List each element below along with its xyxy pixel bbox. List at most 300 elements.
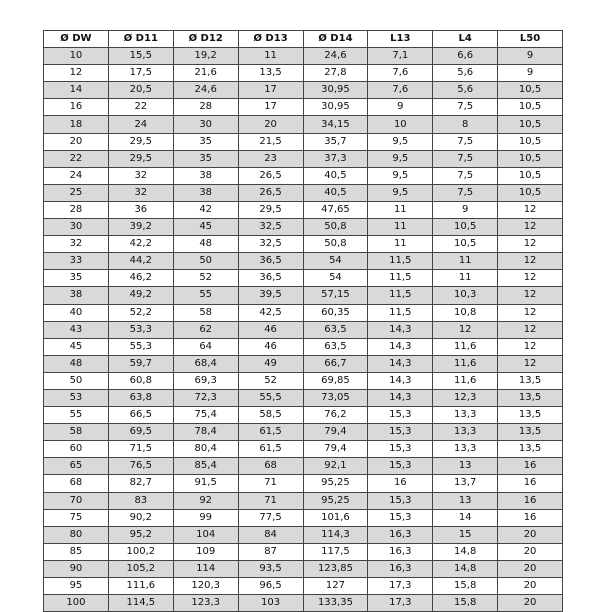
table-cell: 13,5 bbox=[498, 372, 563, 389]
table-cell: 12,3 bbox=[433, 389, 498, 406]
table-cell: 13,5 bbox=[238, 65, 303, 82]
table-row bbox=[44, 287, 563, 304]
table-row bbox=[44, 201, 563, 218]
table-cell: 85,4 bbox=[173, 458, 238, 475]
table-cell: 11 bbox=[368, 201, 433, 218]
table-cell: 5,6 bbox=[433, 82, 498, 99]
table-cell: 54 bbox=[303, 253, 368, 270]
table-cell: 79,4 bbox=[303, 424, 368, 441]
table-cell: 13,5 bbox=[498, 441, 563, 458]
table-cell: 68,4 bbox=[173, 355, 238, 372]
table-row bbox=[44, 441, 563, 458]
table-cell: 35 bbox=[173, 133, 238, 150]
table-cell: 10,5 bbox=[498, 184, 563, 201]
table-cell: 38 bbox=[173, 167, 238, 184]
table-cell: 39,5 bbox=[238, 287, 303, 304]
table-cell: 72,3 bbox=[173, 389, 238, 406]
table-cell: 11 bbox=[238, 48, 303, 65]
table-cell: 60 bbox=[44, 441, 109, 458]
table-cell: 109 bbox=[173, 543, 238, 560]
table-cell: 10,5 bbox=[498, 99, 563, 116]
table-cell: 100,2 bbox=[108, 543, 173, 560]
table-cell: 61,5 bbox=[238, 441, 303, 458]
table-cell: 52,2 bbox=[108, 304, 173, 321]
table-cell: 12 bbox=[44, 65, 109, 82]
table-cell: 71,5 bbox=[108, 441, 173, 458]
table-cell: 13,5 bbox=[498, 407, 563, 424]
table-cell: 10 bbox=[44, 48, 109, 65]
table-cell: 32 bbox=[108, 184, 173, 201]
table-cell: 15,3 bbox=[368, 407, 433, 424]
table-cell: 24 bbox=[108, 116, 173, 133]
table-cell: 55 bbox=[173, 287, 238, 304]
table-cell: 10,5 bbox=[433, 236, 498, 253]
table-cell: 17,5 bbox=[108, 65, 173, 82]
table-cell: 12 bbox=[498, 201, 563, 218]
table-cell: 28 bbox=[173, 99, 238, 116]
table-row bbox=[44, 560, 563, 577]
table-cell: 61,5 bbox=[238, 424, 303, 441]
table-cell: 35 bbox=[173, 150, 238, 167]
table-row bbox=[44, 475, 563, 492]
table-cell: 101,6 bbox=[303, 509, 368, 526]
table-cell: 11,5 bbox=[368, 304, 433, 321]
table-cell: 32 bbox=[44, 236, 109, 253]
table-cell: 13,5 bbox=[498, 389, 563, 406]
table-cell: 12 bbox=[433, 321, 498, 338]
table-cell: 32,5 bbox=[238, 236, 303, 253]
table-cell: 16 bbox=[498, 492, 563, 509]
table-cell: 14,8 bbox=[433, 560, 498, 577]
table-cell: 66,5 bbox=[108, 407, 173, 424]
table-row bbox=[44, 526, 563, 543]
table-cell: 30 bbox=[173, 116, 238, 133]
table-cell: 69,3 bbox=[173, 372, 238, 389]
table-cell: 17 bbox=[238, 82, 303, 99]
table-cell: 42 bbox=[173, 201, 238, 218]
table-cell: 91,5 bbox=[173, 475, 238, 492]
table-row bbox=[44, 99, 563, 116]
table-cell: 15,8 bbox=[433, 595, 498, 612]
table-cell: 9 bbox=[498, 65, 563, 82]
table-cell: 80,4 bbox=[173, 441, 238, 458]
table-cell: 79,4 bbox=[303, 441, 368, 458]
table-cell: 70 bbox=[44, 492, 109, 509]
table-cell: 55 bbox=[44, 407, 109, 424]
table-cell: 12 bbox=[498, 321, 563, 338]
table-cell: 25 bbox=[44, 184, 109, 201]
column-header-d12: Ø D12 bbox=[173, 31, 238, 48]
table-cell: 17 bbox=[238, 99, 303, 116]
table-cell: 76,2 bbox=[303, 407, 368, 424]
column-header-d11: Ø D11 bbox=[108, 31, 173, 48]
table-cell: 20 bbox=[498, 578, 563, 595]
table-cell: 95 bbox=[44, 578, 109, 595]
table-row bbox=[44, 595, 563, 612]
table-cell: 12 bbox=[498, 236, 563, 253]
table-cell: 7,5 bbox=[433, 184, 498, 201]
table-row bbox=[44, 424, 563, 441]
table-cell: 58,5 bbox=[238, 407, 303, 424]
table-cell: 77,5 bbox=[238, 509, 303, 526]
table-cell: 20 bbox=[498, 560, 563, 577]
table-cell: 36,5 bbox=[238, 270, 303, 287]
table-cell: 62 bbox=[173, 321, 238, 338]
table-cell: 114,5 bbox=[108, 595, 173, 612]
table-cell: 7,1 bbox=[368, 48, 433, 65]
table-row bbox=[44, 270, 563, 287]
table-cell: 117,5 bbox=[303, 543, 368, 560]
table-cell: 10,8 bbox=[433, 304, 498, 321]
table-cell: 58 bbox=[44, 424, 109, 441]
column-header-dw: Ø DW bbox=[44, 31, 109, 48]
table-cell: 84 bbox=[238, 526, 303, 543]
table-cell: 9,5 bbox=[368, 150, 433, 167]
table-cell: 17,3 bbox=[368, 595, 433, 612]
table-cell: 83 bbox=[108, 492, 173, 509]
table-cell: 120,3 bbox=[173, 578, 238, 595]
table-cell: 9 bbox=[368, 99, 433, 116]
table-cell: 133,35 bbox=[303, 595, 368, 612]
table-cell: 13,7 bbox=[433, 475, 498, 492]
table-cell: 68 bbox=[238, 458, 303, 475]
table-cell: 100 bbox=[44, 595, 109, 612]
table-cell: 50,8 bbox=[303, 236, 368, 253]
table-cell: 16 bbox=[498, 475, 563, 492]
table-cell: 63,8 bbox=[108, 389, 173, 406]
table-cell: 42,2 bbox=[108, 236, 173, 253]
table-cell: 40,5 bbox=[303, 167, 368, 184]
table-cell: 40 bbox=[44, 304, 109, 321]
table-cell: 104 bbox=[173, 526, 238, 543]
table-cell: 9,5 bbox=[368, 133, 433, 150]
table-cell: 111,6 bbox=[108, 578, 173, 595]
table-cell: 96,5 bbox=[238, 578, 303, 595]
table-cell: 12 bbox=[498, 355, 563, 372]
table-cell: 20 bbox=[498, 595, 563, 612]
table-cell: 11,6 bbox=[433, 355, 498, 372]
table-cell: 24,6 bbox=[173, 82, 238, 99]
table-cell: 12 bbox=[498, 304, 563, 321]
table-cell: 10,5 bbox=[498, 82, 563, 99]
table-cell: 12 bbox=[498, 253, 563, 270]
table-cell: 46 bbox=[238, 321, 303, 338]
table-cell: 9,5 bbox=[368, 167, 433, 184]
table-row bbox=[44, 458, 563, 475]
table-cell: 53,3 bbox=[108, 321, 173, 338]
table-cell: 38 bbox=[173, 184, 238, 201]
table-cell: 11,5 bbox=[368, 270, 433, 287]
table-cell: 65 bbox=[44, 458, 109, 475]
table-cell: 71 bbox=[238, 492, 303, 509]
table-cell: 59,7 bbox=[108, 355, 173, 372]
table-cell: 14 bbox=[44, 82, 109, 99]
table-row bbox=[44, 65, 563, 82]
table-row bbox=[44, 167, 563, 184]
table-cell: 33 bbox=[44, 253, 109, 270]
table-cell: 38 bbox=[44, 287, 109, 304]
table-cell: 36 bbox=[108, 201, 173, 218]
table-cell: 7,5 bbox=[433, 167, 498, 184]
table-cell: 24,6 bbox=[303, 48, 368, 65]
table-cell: 29,5 bbox=[108, 150, 173, 167]
table-cell: 12 bbox=[498, 338, 563, 355]
table-cell: 63,5 bbox=[303, 321, 368, 338]
table-cell: 6,6 bbox=[433, 48, 498, 65]
table-cell: 48 bbox=[173, 236, 238, 253]
table-cell: 55,5 bbox=[238, 389, 303, 406]
table-cell: 10,3 bbox=[433, 287, 498, 304]
table-cell: 13,5 bbox=[498, 424, 563, 441]
table-cell: 16,3 bbox=[368, 526, 433, 543]
table-cell: 18 bbox=[44, 116, 109, 133]
table-row bbox=[44, 492, 563, 509]
table-cell: 76,5 bbox=[108, 458, 173, 475]
table-cell: 50,8 bbox=[303, 219, 368, 236]
table-cell: 54 bbox=[303, 270, 368, 287]
table-cell: 11 bbox=[368, 219, 433, 236]
table-cell: 69,5 bbox=[108, 424, 173, 441]
table-cell: 11 bbox=[433, 253, 498, 270]
table-cell: 35,7 bbox=[303, 133, 368, 150]
table-cell: 39,2 bbox=[108, 219, 173, 236]
table-cell: 14,8 bbox=[433, 543, 498, 560]
table-cell: 14,3 bbox=[368, 355, 433, 372]
table-row bbox=[44, 184, 563, 201]
table-cell: 52 bbox=[173, 270, 238, 287]
table-row bbox=[44, 116, 563, 133]
table-cell: 15 bbox=[433, 526, 498, 543]
table-cell: 7,5 bbox=[433, 99, 498, 116]
column-header-l13: L13 bbox=[368, 31, 433, 48]
table-cell: 14 bbox=[433, 509, 498, 526]
table-cell: 20,5 bbox=[108, 82, 173, 99]
table-cell: 85 bbox=[44, 543, 109, 560]
table-cell: 95,2 bbox=[108, 526, 173, 543]
table-cell: 123,3 bbox=[173, 595, 238, 612]
table-row bbox=[44, 219, 563, 236]
table-cell: 15,3 bbox=[368, 424, 433, 441]
table-cell: 24 bbox=[44, 167, 109, 184]
table-cell: 37,3 bbox=[303, 150, 368, 167]
table-cell: 27,8 bbox=[303, 65, 368, 82]
table-cell: 15,3 bbox=[368, 458, 433, 475]
table-cell: 45 bbox=[173, 219, 238, 236]
dimension-table bbox=[43, 30, 563, 612]
table-cell: 48 bbox=[44, 355, 109, 372]
table-cell: 12 bbox=[498, 270, 563, 287]
table-cell: 20 bbox=[238, 116, 303, 133]
table-cell: 7,6 bbox=[368, 65, 433, 82]
table-cell: 15,3 bbox=[368, 441, 433, 458]
table-cell: 47,65 bbox=[303, 201, 368, 218]
table-cell: 13,3 bbox=[433, 441, 498, 458]
table-row bbox=[44, 236, 563, 253]
column-header-l4: L4 bbox=[433, 31, 498, 48]
table-row bbox=[44, 543, 563, 560]
table-cell: 78,4 bbox=[173, 424, 238, 441]
table-cell: 42,5 bbox=[238, 304, 303, 321]
table-cell: 21,5 bbox=[238, 133, 303, 150]
table-cell: 75,4 bbox=[173, 407, 238, 424]
table-cell: 7,5 bbox=[433, 150, 498, 167]
table-cell: 69,85 bbox=[303, 372, 368, 389]
table-row bbox=[44, 321, 563, 338]
table-row bbox=[44, 133, 563, 150]
table-cell: 15,3 bbox=[368, 492, 433, 509]
table-cell: 66,7 bbox=[303, 355, 368, 372]
table-row bbox=[44, 48, 563, 65]
table-cell: 22 bbox=[108, 99, 173, 116]
table-cell: 95,25 bbox=[303, 475, 368, 492]
table-cell: 11,5 bbox=[368, 287, 433, 304]
table-row bbox=[44, 578, 563, 595]
table-row bbox=[44, 355, 563, 372]
table-cell: 10,5 bbox=[433, 219, 498, 236]
table-cell: 90 bbox=[44, 560, 109, 577]
table-row bbox=[44, 509, 563, 526]
table-cell: 50 bbox=[173, 253, 238, 270]
table-cell: 16 bbox=[498, 458, 563, 475]
table-cell: 29,5 bbox=[238, 201, 303, 218]
table-cell: 29,5 bbox=[108, 133, 173, 150]
table-cell: 11,5 bbox=[368, 253, 433, 270]
table-cell: 19,2 bbox=[173, 48, 238, 65]
table-row bbox=[44, 304, 563, 321]
table-cell: 13 bbox=[433, 458, 498, 475]
table-cell: 30 bbox=[44, 219, 109, 236]
table-cell: 71 bbox=[238, 475, 303, 492]
table-cell: 50 bbox=[44, 372, 109, 389]
table-cell: 13,3 bbox=[433, 407, 498, 424]
table-cell: 11,6 bbox=[433, 372, 498, 389]
table-cell: 26,5 bbox=[238, 167, 303, 184]
table-row bbox=[44, 372, 563, 389]
table-cell: 9 bbox=[433, 201, 498, 218]
table-cell: 53 bbox=[44, 389, 109, 406]
table-cell: 35 bbox=[44, 270, 109, 287]
table-cell: 73,05 bbox=[303, 389, 368, 406]
table-cell: 127 bbox=[303, 578, 368, 595]
table-cell: 14,3 bbox=[368, 321, 433, 338]
table-cell: 8 bbox=[433, 116, 498, 133]
table-cell: 7,5 bbox=[433, 133, 498, 150]
table-body bbox=[44, 48, 563, 612]
table-cell: 15,5 bbox=[108, 48, 173, 65]
table-row bbox=[44, 82, 563, 99]
table-cell: 114 bbox=[173, 560, 238, 577]
table-cell: 26,5 bbox=[238, 184, 303, 201]
table-cell: 32 bbox=[108, 167, 173, 184]
table-row bbox=[44, 338, 563, 355]
table-cell: 43 bbox=[44, 321, 109, 338]
table-cell: 95,25 bbox=[303, 492, 368, 509]
table-cell: 9,5 bbox=[368, 184, 433, 201]
table-cell: 12 bbox=[498, 219, 563, 236]
table-cell: 11 bbox=[433, 270, 498, 287]
table-cell: 30,95 bbox=[303, 99, 368, 116]
column-header-l50: L50 bbox=[498, 31, 563, 48]
table-cell: 15,3 bbox=[368, 509, 433, 526]
table-cell: 57,15 bbox=[303, 287, 368, 304]
table-cell: 60,8 bbox=[108, 372, 173, 389]
table-cell: 10,5 bbox=[498, 150, 563, 167]
table-cell: 123,85 bbox=[303, 560, 368, 577]
table-cell: 46,2 bbox=[108, 270, 173, 287]
table-cell: 11,6 bbox=[433, 338, 498, 355]
table-cell: 34,15 bbox=[303, 116, 368, 133]
table-cell: 68 bbox=[44, 475, 109, 492]
table-cell: 10,5 bbox=[498, 133, 563, 150]
table-cell: 60,35 bbox=[303, 304, 368, 321]
column-header-d14: Ø D14 bbox=[303, 31, 368, 48]
table-cell: 40,5 bbox=[303, 184, 368, 201]
table-cell: 93,5 bbox=[238, 560, 303, 577]
table-cell: 13 bbox=[433, 492, 498, 509]
table-cell: 32,5 bbox=[238, 219, 303, 236]
table-cell: 64 bbox=[173, 338, 238, 355]
table-cell: 14,3 bbox=[368, 372, 433, 389]
table-cell: 10,5 bbox=[498, 116, 563, 133]
table-cell: 80 bbox=[44, 526, 109, 543]
table-cell: 7,6 bbox=[368, 82, 433, 99]
table-cell: 16,3 bbox=[368, 543, 433, 560]
table-cell: 87 bbox=[238, 543, 303, 560]
table-cell: 103 bbox=[238, 595, 303, 612]
column-header-d13: Ø D13 bbox=[238, 31, 303, 48]
table-cell: 114,3 bbox=[303, 526, 368, 543]
table-cell: 82,7 bbox=[108, 475, 173, 492]
table-row bbox=[44, 253, 563, 270]
table-cell: 16 bbox=[368, 475, 433, 492]
table-cell: 20 bbox=[44, 133, 109, 150]
table-cell: 14,3 bbox=[368, 338, 433, 355]
table-cell: 14,3 bbox=[368, 389, 433, 406]
table-cell: 63,5 bbox=[303, 338, 368, 355]
table-cell: 22 bbox=[44, 150, 109, 167]
table-cell: 49 bbox=[238, 355, 303, 372]
table-cell: 23 bbox=[238, 150, 303, 167]
table-cell: 44,2 bbox=[108, 253, 173, 270]
table-cell: 20 bbox=[498, 526, 563, 543]
table-cell: 46 bbox=[238, 338, 303, 355]
table-cell: 16,3 bbox=[368, 560, 433, 577]
table-cell: 11 bbox=[368, 236, 433, 253]
table-cell: 45 bbox=[44, 338, 109, 355]
table-cell: 58 bbox=[173, 304, 238, 321]
table-cell: 92 bbox=[173, 492, 238, 509]
table-row bbox=[44, 389, 563, 406]
table-cell: 52 bbox=[238, 372, 303, 389]
table-cell: 17,3 bbox=[368, 578, 433, 595]
table-cell: 30,95 bbox=[303, 82, 368, 99]
table-cell: 13,3 bbox=[433, 424, 498, 441]
table-cell: 10 bbox=[368, 116, 433, 133]
table-cell: 28 bbox=[44, 201, 109, 218]
table-cell: 20 bbox=[498, 543, 563, 560]
table-row bbox=[44, 407, 563, 424]
table-cell: 12 bbox=[498, 287, 563, 304]
table-cell: 10,5 bbox=[498, 167, 563, 184]
table-cell: 92,1 bbox=[303, 458, 368, 475]
table-cell: 21,6 bbox=[173, 65, 238, 82]
table-cell: 16 bbox=[498, 509, 563, 526]
table-cell: 9 bbox=[498, 48, 563, 65]
table-cell: 99 bbox=[173, 509, 238, 526]
table-row bbox=[44, 150, 563, 167]
table-cell: 105,2 bbox=[108, 560, 173, 577]
table-cell: 5,6 bbox=[433, 65, 498, 82]
